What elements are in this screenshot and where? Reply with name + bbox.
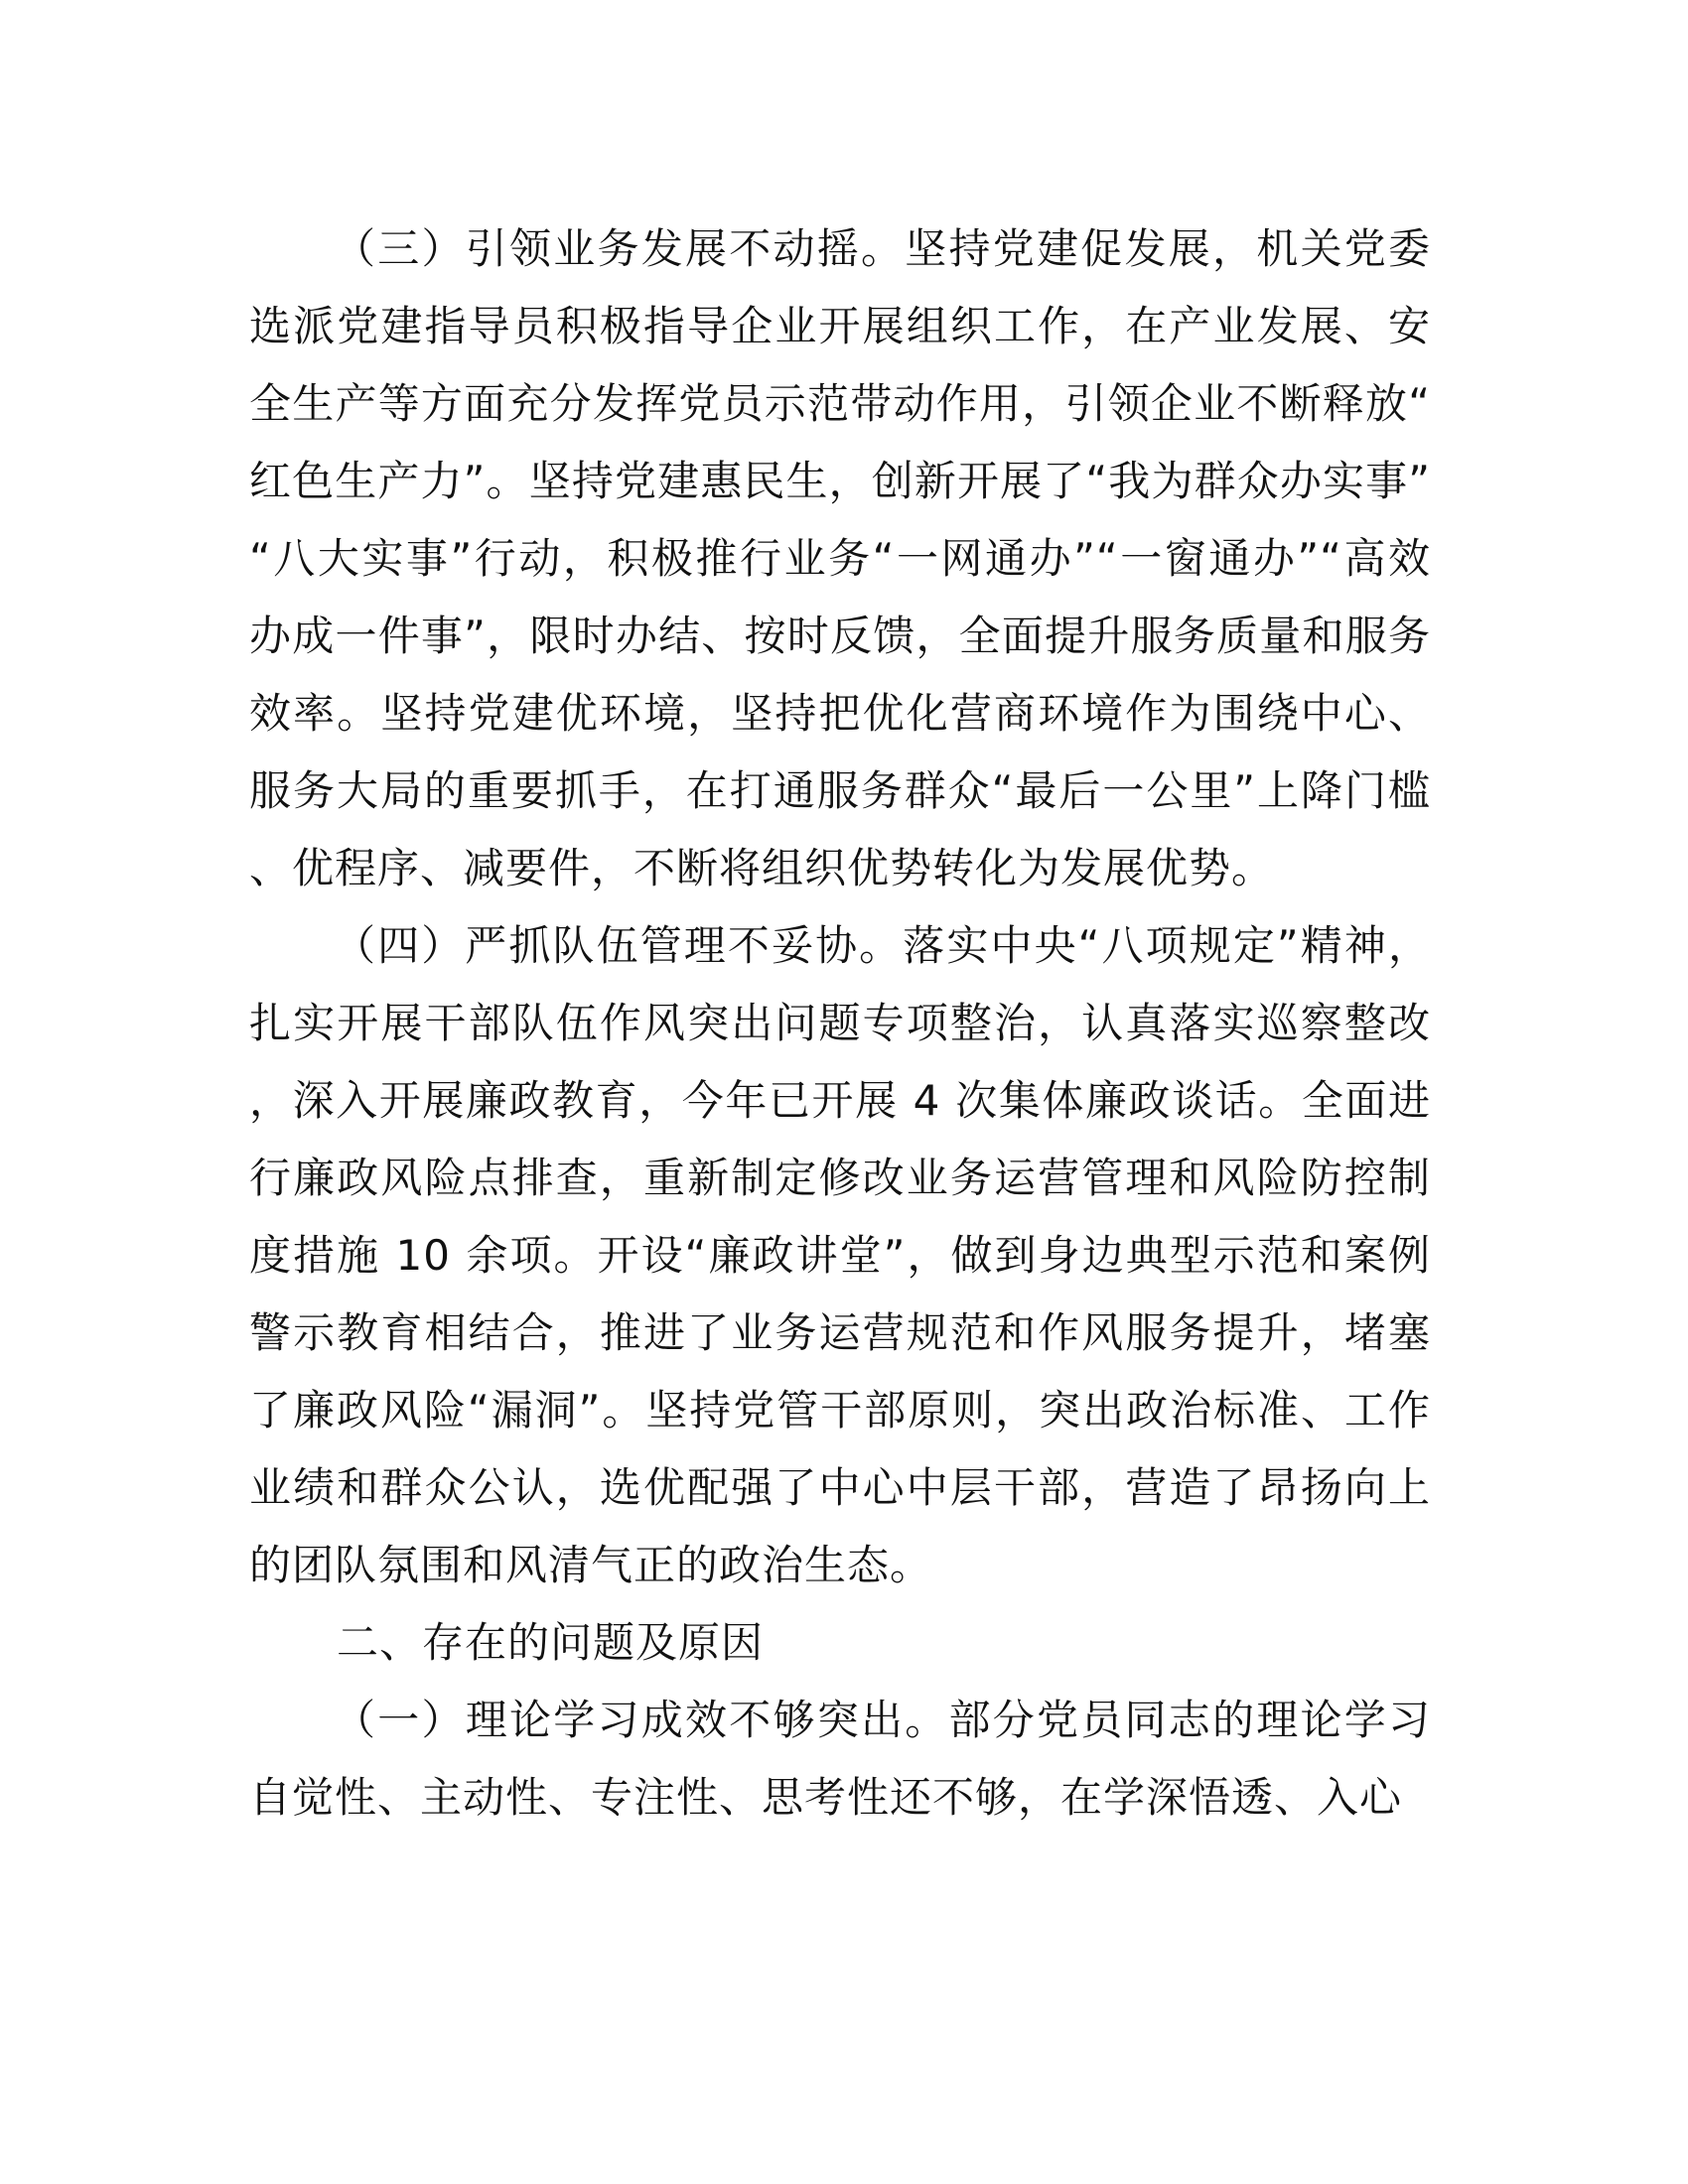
paragraph-section-3: （三）引领业务发展不动摇。坚持党建促发展，机关党委选派党建指导员积极指导企业开展组织工作，在产业发展、安全生产等方面充分发挥党员示范带动作用，引领企业不断释放“红色生产力”。坚持党建惠民生，创新开展了“我为群众办实事”“八大实事”行动，积极推行业务“一网通办”“一窗通办”“高效办成一件事”，限时办结、按时反馈，全面提升服务质量和服务效率。坚持党建优环境，坚持把优化营商环境作为围绕中心、服务大局的重要抓手，在打通服务群众“最后一公里”上降门槛、优程序、减要件，不断将组织优势转化为发展优势。 (249, 224, 1431, 892)
paragraph-problem-1: （一）理论学习成效不够突出。部分党员同志的理论学习自觉性、主动性、专注性、思考性还不够，在学深悟透、入心 (249, 1696, 1431, 1822)
paragraph-section-4: （四）严抓队伍管理不妥协。落实中央“八项规定”精神，扎实开展干部队伍作风突出问题专项整治，认真落实巡察整改，深入开展廉政教育，今年已开展 4 次集体廉政谈话。全面进行廉政风险点排查，重新制定修改业务运营管理和风险防控制度措施 10 余项。开设“廉政讲堂”，做到身边典型示范和案例警示教育相结合，推进了业务运营规范和作风服务提升，堵塞了廉政风险“漏洞”。坚持党管干部原则，突出政治标准、工作业绩和群众公认，选优配强了中心中层干部，营造了昂扬向上的团队氛围和风清气正的政治生态。 (249, 921, 1431, 1589)
section-heading-problems: 二、存在的问题及原因 (337, 1618, 765, 1667)
document-body (249, 210, 1431, 1837)
